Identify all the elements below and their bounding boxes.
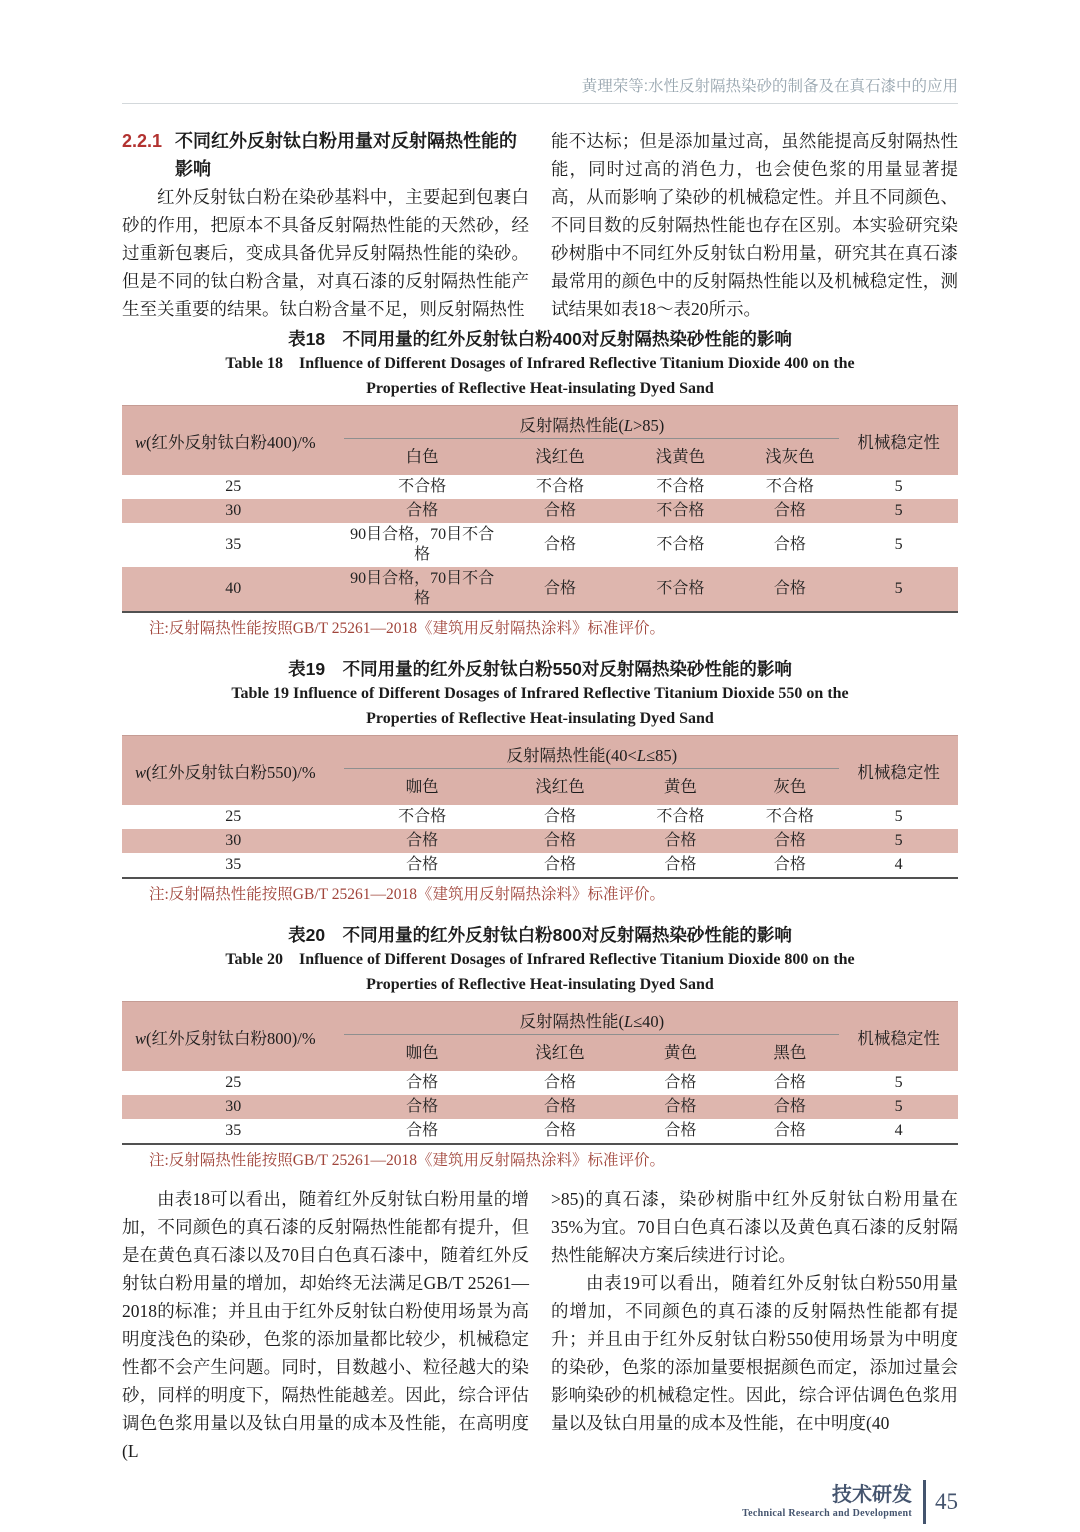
table-cell: 5 (894, 536, 903, 553)
table-cell: 5 (894, 478, 903, 495)
discussion-paragraph-left: 由表18可以看出，随着红外反射钛白粉用量的增加，不同颜色的真石漆的反射隔热性能都有提升，但是在黄色真石漆以及70目白色真石漆中，随着红外反射钛白粉用量的增加，却始终无法满足GB/T 25261—2018的标准；并且由于红外反射钛白粉使用场景为高明度浅色的染砂，色浆的添加量都比较少，机械稳定性都不会产生问题。同时，目数越小、粒径越大的染砂，同样的明度下，隔热性能越差。因此，综合评估调色色浆用量以及钛白用量的成本及性能，在高明度(L (122, 1189, 529, 1461)
footer-column-en: Technical Research and Development (742, 1508, 912, 1519)
color-column-header: 黄色 (663, 777, 697, 796)
table-cell: 25 (225, 808, 242, 825)
table-row (122, 499, 958, 523)
color-column-header: 浅灰色 (765, 447, 815, 466)
table-20-block (122, 923, 958, 1171)
color-column-header: 灰色 (773, 777, 807, 796)
color-column-header: 浅黄色 (655, 447, 706, 466)
table-cell: 合格 (544, 1098, 577, 1115)
section-heading (122, 127, 529, 183)
table-cell: 合格 (544, 1074, 577, 1091)
table-cell: 30 (225, 832, 242, 849)
color-column-header: 白色 (405, 447, 439, 466)
table-cell: 5 (894, 580, 903, 597)
table-cell: 25 (225, 478, 242, 495)
table-row (122, 475, 958, 499)
table-cell: 合格 (773, 1074, 806, 1091)
page-footer (122, 1480, 958, 1524)
table-cell: 合格 (664, 832, 697, 849)
table-cell: 合格 (773, 536, 806, 553)
intro-left-column (122, 127, 529, 323)
table-cell: 合格 (773, 1122, 806, 1139)
table-19-header (122, 736, 958, 806)
table-cell: 5 (894, 1074, 903, 1091)
table-cell: 5 (894, 1098, 903, 1115)
table-cell: 合格 (406, 1098, 439, 1115)
table-20-caption-zh: 表20 不同用量的红外反射钛白粉800对反射隔热染砂性能的影响 (288, 925, 792, 945)
section-number: 2.2.1 (122, 131, 163, 151)
intro-paragraph-left: 红外反射钛白粉在染砂基料中，主要起到包裹白砂的作用，把原本不具备反射隔热性能的天然砂，经过重新包裹后，变成具备优异反射隔热性能的染砂。但是不同的钛白粉含量，对真石漆的反射隔热性能产生至关重要的结果。钛白粉含量不足，则反射隔热性 (122, 187, 529, 319)
table-row (122, 829, 958, 853)
dosage-column-header: w(红外反射钛白粉400)/% (135, 432, 316, 452)
journal-page (0, 77, 1080, 1532)
dosage-column-header: w(红外反射钛白粉800)/% (135, 1028, 316, 1048)
footer-column-zh: 技术研发 (832, 1484, 912, 1506)
footer-column-title (742, 1484, 912, 1520)
color-column-header: 咖色 (405, 777, 439, 796)
dosage-column-header: w(红外反射钛白粉550)/% (135, 762, 316, 782)
table-cell: 合格 (664, 1098, 697, 1115)
table-cell: 合格 (773, 856, 806, 873)
table-19-block (122, 657, 958, 905)
table-cell: 不合格 (656, 536, 705, 553)
table-cell: 合格 (406, 856, 439, 873)
discussion-paragraph-right-1: >85)的真石漆，染砂树脂中红外反射钛白粉用量在35%为宜。70目白色真石漆以及黄色真石漆的反射隔热性能解决方案后续进行讨论。 (551, 1189, 958, 1265)
color-column-header: 黄色 (663, 1043, 697, 1062)
table-cell: 不合格 (398, 478, 447, 495)
table-cell: 合格 (406, 1074, 439, 1091)
table-19-caption-en-1: Table 19 Influence of Different Dosages of Infrared Reflective Titanium Dioxide 550 on the (231, 685, 849, 702)
table-row (122, 1095, 958, 1119)
table-cell: 合格 (544, 832, 577, 849)
intro-right-column (551, 127, 958, 323)
stability-column-header: 机械稳定性 (857, 762, 940, 782)
table-19-caption-en-2: Properties of Reflective Heat-insulating Dyed Sand (366, 710, 714, 727)
table-row (122, 567, 958, 612)
table-cell: 不合格 (398, 808, 447, 825)
table-cell: 合格 (406, 1122, 439, 1139)
table-cell: 25 (225, 1074, 242, 1091)
running-title: 黄理荣等:水性反射隔热染砂的制备及在真石漆中的应用 (581, 78, 958, 95)
table-18-block (122, 327, 958, 639)
table-cell: 5 (894, 808, 903, 825)
color-column-header: 黑色 (773, 1043, 807, 1062)
table-cell: 合格 (544, 856, 577, 873)
table-20-caption-en-2: Properties of Reflective Heat-insulating Dyed Sand (366, 976, 714, 993)
color-column-header: 咖色 (405, 1043, 439, 1062)
table-cell: 4 (894, 856, 903, 873)
table-cell: 合格 (773, 832, 806, 849)
table-cell: 35 (225, 1122, 242, 1139)
discussion-right-column (551, 1185, 958, 1465)
table-cell: 不合格 (536, 478, 585, 495)
table-row (122, 1119, 958, 1144)
table-cell: 合格 (664, 1074, 697, 1091)
discussion-section (122, 1185, 958, 1465)
intro-paragraph-right: 能不达标；但是添加量过高，虽然能提高反射隔热性能，同时过高的消色力，也会使色浆的用量显著提高，从而影响了染砂的机械稳定性。并且不同颜色、不同目数的反射隔热性能也存在区别。本实验研究染砂树脂中不同红外反射钛白粉用量，研究其在真石漆最常用的颜色中的反射隔热性能以及机械稳定性，测试结果如表18～表20所示。 (551, 131, 958, 319)
table-18-caption-zh: 表18 不同用量的红外反射钛白粉400对反射隔热染砂性能的影响 (288, 329, 792, 349)
section-title: 不同红外反射钛白粉用量对反射隔热性能的 影响 (175, 131, 518, 179)
table-cell: 4 (894, 1122, 903, 1139)
table-cell: 合格 (544, 580, 577, 597)
table-cell: 合格 (544, 808, 577, 825)
table-cell: 不合格 (656, 580, 705, 597)
table-18 (122, 405, 958, 613)
table-19-caption-zh: 表19 不同用量的红外反射钛白粉550对反射隔热染砂性能的影响 (288, 659, 792, 679)
table-18-caption-en-2: Properties of Reflective Heat-insulating Dyed Sand (366, 380, 714, 397)
color-column-header: 浅红色 (535, 447, 585, 466)
table-18-caption-en-1: Table 18 Influence of Different Dosages of Infrared Reflective Titanium Dioxide 400 on the (225, 355, 855, 372)
table-cell: 不合格 (765, 808, 814, 825)
table-18-header (122, 406, 958, 476)
table-20-header (122, 1002, 958, 1072)
performance-group-header: 反射隔热性能(L≤40) (344, 1002, 839, 1035)
table-20-caption-en-1: Table 20 Influence of Different Dosages of Infrared Reflective Titanium Dioxide 800 on the (225, 951, 855, 968)
performance-group-header: 反射隔热性能(L>85) (344, 406, 839, 439)
table-row (122, 1071, 958, 1095)
table-cell: 合格 (664, 856, 697, 873)
table-cell: 90目合格，70目不合格 (350, 526, 495, 563)
table-cell: 合格 (544, 502, 577, 519)
table-cell: 30 (225, 1098, 242, 1115)
table-row (122, 523, 958, 567)
table-row (122, 853, 958, 878)
table-cell: 合格 (773, 580, 806, 597)
table-cell: 不合格 (656, 808, 705, 825)
stability-column-header: 机械稳定性 (857, 1028, 940, 1048)
color-column-header: 浅红色 (535, 1043, 585, 1062)
table-cell: 40 (225, 580, 242, 597)
table-row (122, 805, 958, 829)
table-cell: 不合格 (765, 478, 814, 495)
table-19-note: 注:反射隔热性能按照GB/T 25261—2018《建筑用反射隔热涂料》标准评价。 (149, 886, 665, 903)
table-cell: 合格 (544, 536, 577, 553)
page-number: 45 (935, 1489, 958, 1514)
table-cell: 合格 (773, 502, 806, 519)
table-cell: 30 (225, 502, 242, 519)
table-cell: 90目合格，70目不合格 (350, 570, 495, 607)
intro-section (122, 127, 958, 323)
table-cell: 5 (894, 502, 903, 519)
table-cell: 不合格 (656, 502, 705, 519)
table-18-note: 注:反射隔热性能按照GB/T 25261—2018《建筑用反射隔热涂料》标准评价。 (149, 620, 665, 637)
table-cell: 合格 (664, 1122, 697, 1139)
table-cell: 35 (225, 856, 242, 873)
discussion-paragraph-right-2: 由表19可以看出，随着红外反射钛白粉550用量的增加，不同颜色的真石漆的反射隔热性能都有提升；并且由于红外反射钛白粉550使用场景为中明度的染砂，色浆的添加量要根据颜色而定，添加过量会影响染砂的机械稳定性。因此，综合评估调色色浆用量以及钛白用量的成本及性能，在中明度(40 (551, 1273, 958, 1433)
table-cell: 不合格 (656, 478, 705, 495)
table-20-note: 注:反射隔热性能按照GB/T 25261—2018《建筑用反射隔热涂料》标准评价。 (149, 1152, 665, 1169)
table-20 (122, 1001, 958, 1145)
color-column-header: 浅红色 (535, 777, 585, 796)
table-cell: 合格 (406, 832, 439, 849)
table-cell: 合格 (773, 1098, 806, 1115)
table-cell: 合格 (406, 502, 439, 519)
table-19 (122, 735, 958, 879)
header-rule (122, 103, 958, 104)
performance-group-header: 反射隔热性能(40<L≤85) (344, 736, 839, 769)
table-cell: 35 (225, 536, 242, 553)
table-cell: 5 (894, 832, 903, 849)
stability-column-header: 机械稳定性 (857, 432, 940, 452)
footer-divider (923, 1480, 926, 1524)
table-cell: 合格 (544, 1122, 577, 1139)
discussion-left-column (122, 1185, 529, 1465)
